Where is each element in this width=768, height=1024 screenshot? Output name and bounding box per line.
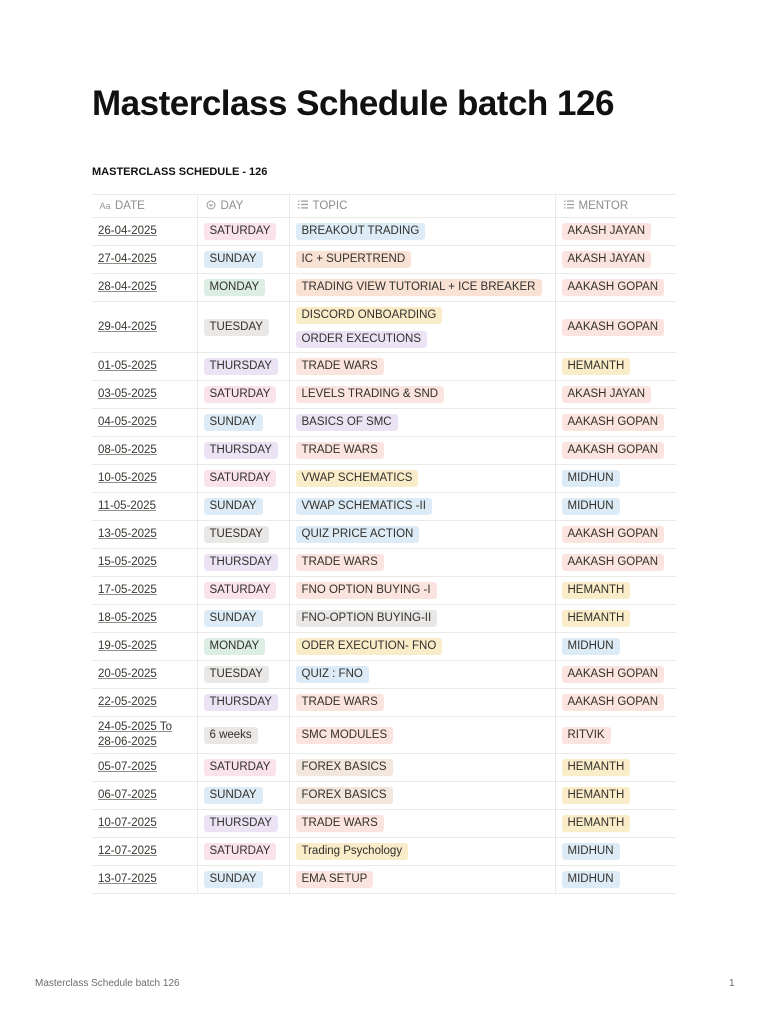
table-row[interactable] [92, 717, 676, 754]
cell-date [92, 689, 197, 717]
day-tag: THURSDAY [204, 358, 278, 375]
table-row[interactable] [92, 754, 676, 782]
topic-tag: ODER EXECUTION- FNO [296, 638, 443, 655]
cell-day [197, 838, 289, 866]
cell-mentor [555, 866, 676, 894]
day-tag: SUNDAY [204, 610, 263, 627]
day-tag: SATURDAY [204, 582, 277, 599]
day-tag: SATURDAY [204, 223, 277, 240]
day-tag: SUNDAY [204, 498, 263, 515]
cell-mentor [555, 754, 676, 782]
cell-day [197, 661, 289, 689]
date-link[interactable]: 10-05-2025 [98, 472, 157, 484]
cell-date [92, 605, 197, 633]
day-tag: TUESDAY [204, 526, 269, 543]
header-topic[interactable] [289, 195, 555, 218]
day-tag: SATURDAY [204, 470, 277, 487]
date-link[interactable]: 15-05-2025 [98, 556, 157, 568]
cell-mentor [555, 437, 676, 465]
cell-day [197, 493, 289, 521]
topic-tag: ORDER EXECUTIONS [296, 331, 428, 348]
cell-mentor [555, 465, 676, 493]
cell-topic [289, 717, 555, 754]
cell-topic [289, 838, 555, 866]
select-icon [204, 200, 218, 212]
cell-topic [289, 754, 555, 782]
mentor-tag: AAKASH GOPAN [562, 319, 665, 336]
date-link[interactable]: 17-05-2025 [98, 584, 157, 596]
date-link[interactable]: 13-05-2025 [98, 528, 157, 540]
cell-date [92, 754, 197, 782]
day-tag: SATURDAY [204, 386, 277, 403]
cell-topic [289, 605, 555, 633]
cell-day [197, 633, 289, 661]
table-body [92, 218, 676, 894]
cell-mentor [555, 381, 676, 409]
cell-mentor [555, 605, 676, 633]
cell-date [92, 493, 197, 521]
day-tag: TUESDAY [204, 319, 269, 336]
date-link[interactable]: 10-07-2025 [98, 817, 157, 829]
mentor-tag: AKASH JAYAN [562, 223, 652, 240]
cell-day [197, 810, 289, 838]
cell-topic [289, 381, 555, 409]
date-link[interactable]: 22-05-2025 [98, 696, 157, 708]
cell-day [197, 521, 289, 549]
day-tag: SUNDAY [204, 871, 263, 888]
mentor-tag: HEMANTH [562, 787, 631, 804]
topic-tag: TRADE WARS [296, 442, 384, 459]
cell-mentor [555, 782, 676, 810]
cell-topic [289, 465, 555, 493]
topic-tag: FOREX BASICS [296, 759, 393, 776]
cell-mentor [555, 274, 676, 302]
topic-tag: VWAP SCHEMATICS -II [296, 498, 432, 515]
cell-topic [289, 409, 555, 437]
cell-topic [289, 782, 555, 810]
mentor-tag: HEMANTH [562, 582, 631, 599]
day-tag: SUNDAY [204, 251, 263, 268]
day-tag: MONDAY [204, 279, 266, 296]
topic-tag: BREAKOUT TRADING [296, 223, 426, 240]
mentor-tag: HEMANTH [562, 610, 631, 627]
cell-date [92, 218, 197, 246]
date-link[interactable]: 28-04-2025 [98, 281, 157, 293]
page-title: Masterclass Schedule batch 126 [92, 84, 614, 123]
mentor-tag: AAKASH GOPAN [562, 694, 665, 711]
cell-date [92, 521, 197, 549]
date-link[interactable]: 18-05-2025 [98, 612, 157, 624]
cell-date [92, 717, 197, 754]
topic-tag: FNO-OPTION BUYING-II [296, 610, 438, 627]
cell-topic [289, 810, 555, 838]
topic-tag: Trading Psychology [296, 843, 409, 860]
day-tag: SATURDAY [204, 843, 277, 860]
date-link[interactable]: 01-05-2025 [98, 360, 157, 372]
topic-tag: TRADE WARS [296, 554, 384, 571]
day-tag: 6 weeks [204, 727, 258, 744]
schedule-table-container [92, 194, 676, 894]
list-icon [296, 200, 310, 211]
cell-mentor [555, 521, 676, 549]
topic-tag: VWAP SCHEMATICS [296, 470, 419, 487]
table-title: MASTERCLASS SCHEDULE - 126 [92, 166, 268, 178]
cell-day [197, 577, 289, 605]
cell-date [92, 381, 197, 409]
cell-day [197, 549, 289, 577]
cell-mentor [555, 577, 676, 605]
cell-mentor [555, 549, 676, 577]
table-row[interactable] [92, 465, 676, 493]
topic-tag: TRADE WARS [296, 815, 384, 832]
table-row[interactable] [92, 866, 676, 894]
cell-topic [289, 577, 555, 605]
mentor-tag: AAKASH GOPAN [562, 442, 665, 459]
cell-date [92, 274, 197, 302]
table-row[interactable] [92, 661, 676, 689]
cell-date [92, 838, 197, 866]
table-row[interactable] [92, 493, 676, 521]
date-link[interactable]: 26-04-2025 [98, 225, 157, 237]
date-link[interactable]: 27-04-2025 [98, 253, 157, 265]
cell-date [92, 577, 197, 605]
cell-topic [289, 274, 555, 302]
footer-document-title: Masterclass Schedule batch 126 [35, 978, 180, 989]
cell-mentor [555, 717, 676, 754]
table-row[interactable] [92, 838, 676, 866]
table-row[interactable] [92, 577, 676, 605]
mentor-tag: MIDHUN [562, 470, 620, 487]
schedule-table [92, 194, 676, 894]
mentor-tag: AAKASH GOPAN [562, 414, 665, 431]
cell-day [197, 689, 289, 717]
table-row[interactable] [92, 605, 676, 633]
cell-day [197, 353, 289, 381]
cell-date [92, 409, 197, 437]
day-tag: THURSDAY [204, 442, 278, 459]
date-link[interactable]: 03-05-2025 [98, 388, 157, 400]
table-row[interactable] [92, 689, 676, 717]
table-row[interactable] [92, 302, 676, 353]
date-link[interactable]: 06-07-2025 [98, 789, 157, 801]
table-row[interactable] [92, 381, 676, 409]
header-mentor-label: MENTOR [578, 199, 629, 212]
cell-topic [289, 866, 555, 894]
cell-topic [289, 218, 555, 246]
table-row[interactable] [92, 521, 676, 549]
topic-tag: TRADE WARS [296, 694, 384, 711]
cell-mentor [555, 633, 676, 661]
header-date-label: DATE [115, 199, 145, 212]
date-link[interactable]: 04-05-2025 [98, 416, 157, 428]
cell-day [197, 465, 289, 493]
cell-mentor [555, 838, 676, 866]
cell-day [197, 437, 289, 465]
topic-tag: FNO OPTION BUYING -I [296, 582, 437, 599]
header-day-label: DAY [220, 199, 244, 212]
table-row[interactable] [92, 437, 676, 465]
cell-date [92, 633, 197, 661]
date-link[interactable]: 20-05-2025 [98, 668, 157, 680]
day-tag: SUNDAY [204, 787, 263, 804]
cell-day [197, 409, 289, 437]
cell-mentor [555, 810, 676, 838]
mentor-tag: MIDHUN [562, 843, 620, 860]
topic-tag: BASICS OF SMC [296, 414, 398, 431]
cell-day [197, 218, 289, 246]
cell-date [92, 353, 197, 381]
cell-day [197, 782, 289, 810]
date-link[interactable]: 19-05-2025 [98, 640, 157, 652]
cell-topic [289, 689, 555, 717]
cell-date [92, 549, 197, 577]
cell-mentor [555, 246, 676, 274]
topic-tag: SMC MODULES [296, 727, 394, 744]
header-topic-label: TOPIC [312, 199, 348, 212]
cell-date [92, 782, 197, 810]
mentor-tag: AAKASH GOPAN [562, 279, 665, 296]
mentor-tag: HEMANTH [562, 815, 631, 832]
page-number: 1 [729, 978, 735, 989]
cell-topic [289, 437, 555, 465]
cell-mentor [555, 689, 676, 717]
topic-tag: QUIZ PRICE ACTION [296, 526, 420, 543]
mentor-tag: AAKASH GOPAN [562, 666, 665, 683]
topic-tag: IC + SUPERTREND [296, 251, 412, 268]
cell-day [197, 302, 289, 353]
topic-tag: DISCORD ONBOARDING [296, 307, 443, 324]
mentor-tag: AAKASH GOPAN [562, 526, 665, 543]
topic-tag: EMA SETUP [296, 871, 374, 888]
topic-tag: QUIZ : FNO [296, 666, 369, 683]
topic-tag: LEVELS TRADING & SND [296, 386, 445, 403]
cell-day [197, 246, 289, 274]
table-row[interactable] [92, 353, 676, 381]
cell-mentor [555, 409, 676, 437]
day-tag: MONDAY [204, 638, 266, 655]
cell-day [197, 866, 289, 894]
day-tag: SUNDAY [204, 414, 263, 431]
table-row[interactable] [92, 246, 676, 274]
mentor-tag: AAKASH GOPAN [562, 554, 665, 571]
cell-date [92, 246, 197, 274]
cell-day [197, 274, 289, 302]
cell-mentor [555, 493, 676, 521]
day-tag: THURSDAY [204, 554, 278, 571]
mentor-tag: MIDHUN [562, 638, 620, 655]
day-tag: TUESDAY [204, 666, 269, 683]
cell-topic [289, 246, 555, 274]
cell-mentor [555, 661, 676, 689]
cell-date [92, 810, 197, 838]
cell-date [92, 661, 197, 689]
topic-tag: TRADE WARS [296, 358, 384, 375]
table-row[interactable] [92, 274, 676, 302]
cell-topic [289, 521, 555, 549]
cell-mentor [555, 218, 676, 246]
date-link[interactable]: 13-07-2025 [98, 873, 157, 885]
table-row[interactable] [92, 218, 676, 246]
topic-tag: FOREX BASICS [296, 787, 393, 804]
date-link[interactable]: 11-05-2025 [98, 500, 156, 512]
cell-mentor [555, 353, 676, 381]
cell-date [92, 302, 197, 353]
table-row[interactable] [92, 782, 676, 810]
table-row[interactable] [92, 409, 676, 437]
mentor-tag: MIDHUN [562, 871, 620, 888]
cell-day [197, 381, 289, 409]
mentor-tag: AKASH JAYAN [562, 386, 652, 403]
cell-date [92, 465, 197, 493]
table-header-row [92, 195, 676, 218]
mentor-tag: HEMANTH [562, 358, 631, 375]
text-property-icon: Aa [99, 200, 111, 211]
day-tag: SATURDAY [204, 759, 277, 776]
mentor-tag: RITVIK [562, 727, 611, 744]
cell-day [197, 605, 289, 633]
cell-topic [289, 633, 555, 661]
cell-day [197, 717, 289, 754]
date-link[interactable]: 08-05-2025 [98, 444, 157, 456]
header-date[interactable] [92, 195, 197, 218]
table-row[interactable] [92, 810, 676, 838]
table-row[interactable] [92, 633, 676, 661]
header-mentor[interactable] [555, 195, 676, 218]
cell-date [92, 866, 197, 894]
cell-mentor [555, 302, 676, 353]
cell-topic [289, 549, 555, 577]
mentor-tag: HEMANTH [562, 759, 631, 776]
date-link[interactable]: 24-05-2025 To 28-06-2025 [98, 721, 172, 748]
cell-topic [289, 353, 555, 381]
date-link[interactable]: 05-07-2025 [98, 761, 157, 773]
cell-day [197, 754, 289, 782]
cell-topic [289, 493, 555, 521]
day-tag: THURSDAY [204, 694, 278, 711]
table-row[interactable] [92, 549, 676, 577]
list-icon [562, 200, 576, 211]
topic-tag: TRADING VIEW TUTORIAL + ICE BREAKER [296, 279, 542, 296]
date-link[interactable]: 12-07-2025 [98, 845, 157, 857]
cell-topic [289, 661, 555, 689]
date-link[interactable]: 29-04-2025 [98, 320, 157, 333]
cell-date [92, 437, 197, 465]
cell-topic [289, 302, 555, 353]
mentor-tag: AKASH JAYAN [562, 251, 652, 268]
day-tag: THURSDAY [204, 815, 278, 832]
mentor-tag: MIDHUN [562, 498, 620, 515]
header-day[interactable] [197, 195, 289, 218]
